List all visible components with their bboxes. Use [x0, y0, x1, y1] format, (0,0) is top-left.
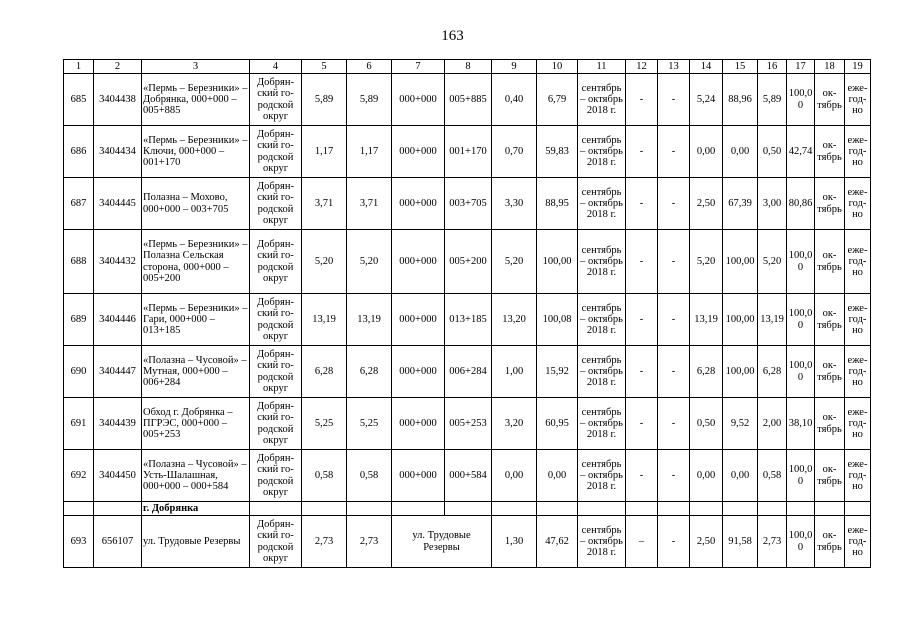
- cell: 13,20: [492, 294, 537, 346]
- cell: -: [658, 230, 690, 294]
- col-header: 16: [758, 60, 787, 74]
- district: Добрян-ский го-родской округ: [250, 74, 302, 126]
- district: Добрян-ский го-родской округ: [250, 178, 302, 230]
- row-number: 690: [64, 346, 94, 398]
- cell: 0,70: [492, 126, 537, 178]
- cell: ок-тябрь: [815, 346, 845, 398]
- cell: 6,28: [690, 346, 723, 398]
- cell: 005+885: [445, 74, 492, 126]
- cell: 5,24: [690, 74, 723, 126]
- cell: 3,71: [302, 178, 347, 230]
- cell: 13,19: [302, 294, 347, 346]
- cell: 100,00: [723, 346, 758, 398]
- cell: -: [658, 346, 690, 398]
- cell: 3,00: [758, 178, 787, 230]
- col-header: 18: [815, 60, 845, 74]
- cell: 9,52: [723, 398, 758, 450]
- col-header: 6: [347, 60, 392, 74]
- cell: 0,58: [758, 450, 787, 502]
- cell: -: [626, 450, 658, 502]
- cell: -: [626, 126, 658, 178]
- cell: 2,73: [302, 516, 347, 568]
- page-number: 163: [441, 28, 464, 44]
- cell: 000+000: [392, 178, 445, 230]
- cell: 000+000: [392, 346, 445, 398]
- cell: 15,92: [537, 346, 578, 398]
- cell: 42,74: [787, 126, 815, 178]
- cell: еже-год-но: [845, 346, 871, 398]
- table-row: [64, 450, 871, 502]
- cell: 3,20: [492, 398, 537, 450]
- col-header: 8: [445, 60, 492, 74]
- cell: 67,39: [723, 178, 758, 230]
- empty-cell: [626, 502, 658, 516]
- cell: сентябрь – октябрь 2018 г.: [578, 178, 626, 230]
- road-name: Обход г. Добрянка – ПГРЭС, 000+000 – 005+253: [142, 398, 250, 450]
- cell: 100,0 0: [787, 450, 815, 502]
- cell: 5,25: [302, 398, 347, 450]
- empty-cell: [64, 502, 94, 516]
- empty-cell: [758, 502, 787, 516]
- cell: еже-год-но: [845, 230, 871, 294]
- cell: 001+170: [445, 126, 492, 178]
- cell: -: [658, 516, 690, 568]
- cell: 80,86: [787, 178, 815, 230]
- cell: 5,20: [690, 230, 723, 294]
- cell: 100,0 0: [787, 74, 815, 126]
- merged-cell: ул. Трудовые Резервы: [392, 516, 492, 568]
- empty-cell: [445, 502, 492, 516]
- cell: ок-тябрь: [815, 126, 845, 178]
- cell: 2,00: [758, 398, 787, 450]
- col-header: 3: [142, 60, 250, 74]
- col-header: 14: [690, 60, 723, 74]
- row-number: 691: [64, 398, 94, 450]
- cell: 000+000: [392, 398, 445, 450]
- row-number: 688: [64, 230, 94, 294]
- road-name: ул. Трудовые Резервы: [142, 516, 250, 568]
- cell: 0,00: [690, 450, 723, 502]
- cell: сентябрь – октябрь 2018 г.: [578, 74, 626, 126]
- road-id: 3404446: [94, 294, 142, 346]
- cell: еже-год-но: [845, 74, 871, 126]
- empty-cell: [392, 502, 445, 516]
- section-title: г. Добрянка: [142, 502, 250, 516]
- cell: 38,10: [787, 398, 815, 450]
- cell: -: [626, 346, 658, 398]
- cell: 6,28: [347, 346, 392, 398]
- road-id: 3404450: [94, 450, 142, 502]
- cell: 5,89: [347, 74, 392, 126]
- cell: 0,00: [537, 450, 578, 502]
- cell: 5,20: [347, 230, 392, 294]
- cell: 13,19: [347, 294, 392, 346]
- cell: 13,19: [690, 294, 723, 346]
- road-name: «Пермь – Березники» – Добрянка, 000+000 – 005+885: [142, 74, 250, 126]
- cell: -: [658, 74, 690, 126]
- cell: 0,00: [723, 450, 758, 502]
- table-row: [64, 178, 871, 230]
- cell: ок-тябрь: [815, 178, 845, 230]
- roads-table: [63, 59, 871, 568]
- road-name: «Полазна – Чусовой» – Мутная, 000+000 – 006+284: [142, 346, 250, 398]
- empty-cell: [302, 502, 347, 516]
- cell: 0,00: [690, 126, 723, 178]
- cell: 2,73: [758, 516, 787, 568]
- cell: 5,89: [302, 74, 347, 126]
- empty-cell: [250, 502, 302, 516]
- cell: 3,30: [492, 178, 537, 230]
- road-name: Полазна – Мохово, 000+000 – 003+705: [142, 178, 250, 230]
- cell: 0,00: [492, 450, 537, 502]
- cell: 0,58: [302, 450, 347, 502]
- cell: 100,0 0: [787, 346, 815, 398]
- col-header: 15: [723, 60, 758, 74]
- cell: ок-тябрь: [815, 516, 845, 568]
- road-name: «Пермь – Березники» – Полазна Сельская сторона, 000+000 – 005+200: [142, 230, 250, 294]
- empty-cell: [690, 502, 723, 516]
- cell: ок-тябрь: [815, 450, 845, 502]
- cell: 0,50: [758, 126, 787, 178]
- road-id: 656107: [94, 516, 142, 568]
- cell: сентябрь – октябрь 2018 г.: [578, 398, 626, 450]
- empty-cell: [845, 502, 871, 516]
- cell: 5,20: [758, 230, 787, 294]
- cell: 5,20: [492, 230, 537, 294]
- cell: 005+200: [445, 230, 492, 294]
- col-header: 12: [626, 60, 658, 74]
- cell: сентябрь – октябрь 2018 г.: [578, 126, 626, 178]
- road-name: «Пермь – Березники» – Гари, 000+000 – 013+185: [142, 294, 250, 346]
- cell: -: [658, 398, 690, 450]
- cell: 100,00: [537, 230, 578, 294]
- cell: 88,95: [537, 178, 578, 230]
- empty-cell: [537, 502, 578, 516]
- cell: 1,00: [492, 346, 537, 398]
- road-id: 3404439: [94, 398, 142, 450]
- table-row: [64, 126, 871, 178]
- cell: сентябрь – октябрь 2018 г.: [578, 294, 626, 346]
- cell: 000+584: [445, 450, 492, 502]
- cell: 6,28: [302, 346, 347, 398]
- road-id: 3404432: [94, 230, 142, 294]
- cell: 000+000: [392, 294, 445, 346]
- cell: 000+000: [392, 450, 445, 502]
- cell: 000+000: [392, 74, 445, 126]
- cell: еже-год-но: [845, 398, 871, 450]
- cell: -: [626, 230, 658, 294]
- cell: ок-тябрь: [815, 294, 845, 346]
- col-header: 2: [94, 60, 142, 74]
- col-header: 11: [578, 60, 626, 74]
- col-header: 9: [492, 60, 537, 74]
- district: Добрян-ский го-родской округ: [250, 294, 302, 346]
- cell: 1,17: [302, 126, 347, 178]
- cell: еже-год-но: [845, 294, 871, 346]
- cell: 1,30: [492, 516, 537, 568]
- cell: -: [626, 74, 658, 126]
- col-header: 13: [658, 60, 690, 74]
- cell: ок-тябрь: [815, 74, 845, 126]
- cell: 000+000: [392, 230, 445, 294]
- cell: сентябрь – октябрь 2018 г.: [578, 450, 626, 502]
- cell: еже-год-но: [845, 516, 871, 568]
- cell: еже-год-но: [845, 126, 871, 178]
- table-row: [64, 230, 871, 294]
- cell: 2,73: [347, 516, 392, 568]
- cell: 005+253: [445, 398, 492, 450]
- cell: –: [626, 516, 658, 568]
- district: Добрян-ский го-родской округ: [250, 346, 302, 398]
- district: Добрян-ский го-родской округ: [250, 450, 302, 502]
- road-id: 3404447: [94, 346, 142, 398]
- empty-cell: [94, 502, 142, 516]
- road-id: 3404438: [94, 74, 142, 126]
- empty-cell: [658, 502, 690, 516]
- cell: еже-год-но: [845, 178, 871, 230]
- col-header: 4: [250, 60, 302, 74]
- cell: 13,19: [758, 294, 787, 346]
- cell: 2,50: [690, 516, 723, 568]
- table-row: [64, 516, 871, 568]
- cell: еже-год-но: [845, 450, 871, 502]
- district: Добрян-ский го-родской округ: [250, 516, 302, 568]
- cell: 0,58: [347, 450, 392, 502]
- cell: 6,79: [537, 74, 578, 126]
- road-id: 3404434: [94, 126, 142, 178]
- row-number: 693: [64, 516, 94, 568]
- table-row: [64, 74, 871, 126]
- cell: -: [626, 398, 658, 450]
- cell: сентябрь – октябрь 2018 г.: [578, 230, 626, 294]
- row-number: 689: [64, 294, 94, 346]
- cell: 60,95: [537, 398, 578, 450]
- cell: 2,50: [690, 178, 723, 230]
- cell: 88,96: [723, 74, 758, 126]
- empty-cell: [723, 502, 758, 516]
- cell: 59,83: [537, 126, 578, 178]
- road-name: «Полазна – Чусовой» – Усть-Шалашная, 000+000 – 000+584: [142, 450, 250, 502]
- cell: 47,62: [537, 516, 578, 568]
- cell: 100,00: [723, 230, 758, 294]
- cell: -: [626, 294, 658, 346]
- road-name: «Пермь – Березники» – Ключи, 000+000 – 001+170: [142, 126, 250, 178]
- col-header: 19: [845, 60, 871, 74]
- row-number: 692: [64, 450, 94, 502]
- cell: 003+705: [445, 178, 492, 230]
- cell: 006+284: [445, 346, 492, 398]
- column-number-row: [64, 60, 871, 74]
- col-header: 17: [787, 60, 815, 74]
- cell: 0,00: [723, 126, 758, 178]
- cell: сентябрь – октябрь 2018 г.: [578, 346, 626, 398]
- cell: 5,25: [347, 398, 392, 450]
- section-row: [64, 502, 871, 516]
- cell: -: [626, 178, 658, 230]
- cell: 1,17: [347, 126, 392, 178]
- district: Добрян-ский го-родской округ: [250, 398, 302, 450]
- empty-cell: [787, 502, 815, 516]
- cell: сентябрь – октябрь 2018 г.: [578, 516, 626, 568]
- cell: -: [658, 450, 690, 502]
- cell: 3,71: [347, 178, 392, 230]
- cell: 000+000: [392, 126, 445, 178]
- col-header: 5: [302, 60, 347, 74]
- district: Добрян-ский го-родской округ: [250, 126, 302, 178]
- table-row: [64, 294, 871, 346]
- cell: 6,28: [758, 346, 787, 398]
- row-number: 686: [64, 126, 94, 178]
- cell: 013+185: [445, 294, 492, 346]
- cell: ок-тябрь: [815, 398, 845, 450]
- row-number: 687: [64, 178, 94, 230]
- cell: -: [658, 126, 690, 178]
- cell: 5,20: [302, 230, 347, 294]
- table-row: [64, 398, 871, 450]
- empty-cell: [578, 502, 626, 516]
- col-header: 10: [537, 60, 578, 74]
- row-number: 685: [64, 74, 94, 126]
- empty-cell: [347, 502, 392, 516]
- table-row: [64, 346, 871, 398]
- cell: -: [658, 178, 690, 230]
- col-header: 7: [392, 60, 445, 74]
- cell: 91,58: [723, 516, 758, 568]
- cell: -: [658, 294, 690, 346]
- cell: 100,0 0: [787, 294, 815, 346]
- empty-cell: [815, 502, 845, 516]
- cell: 0,40: [492, 74, 537, 126]
- cell: 0,50: [690, 398, 723, 450]
- district: Добрян-ский го-родской округ: [250, 230, 302, 294]
- cell: ок-тябрь: [815, 230, 845, 294]
- road-id: 3404445: [94, 178, 142, 230]
- col-header: 1: [64, 60, 94, 74]
- cell: 100,0 0: [787, 230, 815, 294]
- empty-cell: [492, 502, 537, 516]
- cell: 100,00: [723, 294, 758, 346]
- cell: 100,08: [537, 294, 578, 346]
- cell: 5,89: [758, 74, 787, 126]
- cell: 100,0 0: [787, 516, 815, 568]
